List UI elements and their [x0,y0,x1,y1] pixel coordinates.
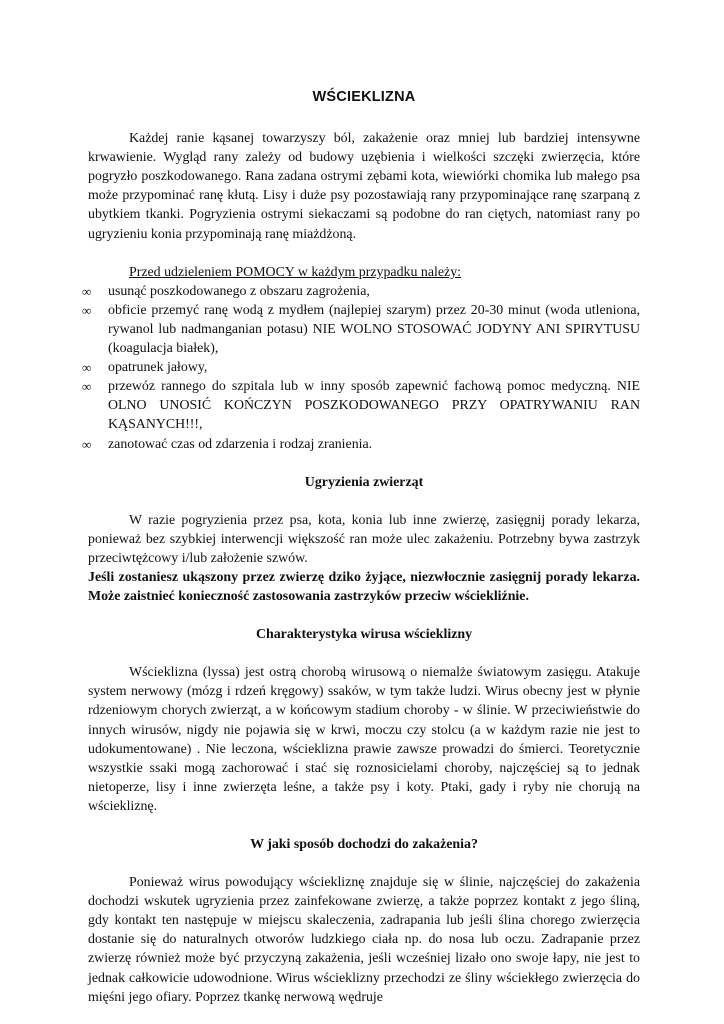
list-item-text: usunąć poszkodowanego z obszaru zagrożenia, [108,283,370,299]
list-item [82,358,640,377]
infinity-bullet-icon: ∞ [82,436,92,452]
infection-paragraph: Ponieważ wirus powodujący wściekliznę znajduje się w ślinie, najczęściej do zakażenia dochodzi wskutek ugryzienia przez zainfekowane zwierzę, a także poprzez kontakt z jego śliną, gdy kontakt ten następuje w miejscu skaleczenia, zadrapania lub jeśli ślina chorego zwierzęcia dostanie się do naturalnych otworów ludzkiego ciała np. do nosa lub oczu. Zadrapanie przez zwierzę również może być przyczyną zakażenia, jeśli wcześniej lizało ono swoje łapy, nie jest to jednak całkowicie udowodnione. Wirus wścieklizny przechodzi ze śliny wściekłego zwierzęcia do mięśni jego ofiary. Poprzez tkankę nerwową wędruje [88,875,640,1005]
section-heading-bites: Ugryzienia zwierząt [304,474,424,490]
spacer [88,244,640,263]
spacer [88,644,640,663]
list-item [82,282,640,301]
intro-paragraph: Każdej ranie kąsanej towarzyszy ból, zakażenie oraz mniej lub bardziej intensywne krwawienie. Wygląd rany zależy od budowy uzębienia i wielkości szczęki zwierzęcia, które pogryzło poszkodowanego. Rana zadana ostrymi zębami kota, wiewiórki chomika lub małego psa może przypominać ranę kłutą. Lisy i duże psy pozostawiają rany przypominające ranę szarpaną z ubytkiem tkanki. Pogryzienia ostrymi siekaczami są podobne do ran ciętych, natomiast rany po ugryzieniu konia przypominają ranę miażdżoną. [88,131,640,242]
infinity-bullet-icon: ∞ [82,283,92,299]
list-item-text: opatrunek jałowy, [108,360,208,376]
document-title: WŚCIEKLIZNA [312,89,416,105]
section-heading-virus: Charakterystyka wirusa wścieklizny [255,627,473,643]
document-page [82,88,640,1007]
steps-list [82,282,640,454]
infinity-bullet-icon: ∞ [82,379,92,395]
spacer [88,606,640,625]
spacer [88,816,640,835]
section-heading-infection: W jaki sposób dochodzi do zakażenia? [250,837,478,852]
bites-paragraph: W razie pogryzienia przez psa, kota, konia lub inne zwierzę, zasięgnij porady lekarza, ponieważ bez szybkiej interwencji większość ran może ulec zakażeniu. Potrzebny bywa zastrzyk przeciwtężcowy i/lub założenie szwów. [88,512,640,566]
list-item-text: przewóz rannego do szpitala lub w inny sposób zapewnić fachową pomoc medyczną. NIE OLNO UNOSIĆ KOŃCZYN POSZKODOWANEGO PRZY OPATRYWANIU RAN KĄSANYCH!!!, [108,379,640,433]
steps-intro: Przed udzieleniem POMOCY w każdym przypadku należy: [129,264,461,280]
list-item [82,301,640,358]
infinity-bullet-icon: ∞ [82,302,92,318]
list-item-text: obficie przemyć ranę wodą z mydłem (najlepiej szarym) przez 20-30 minut (woda utleniona, rywanol lub nadmanganian potasu) NIE WOLNO STOSOWAĆ JODYNY ANI SPIRYTUSU (koagulacja białek), [108,302,640,357]
infinity-bullet-icon: ∞ [82,360,92,376]
list-item [82,377,640,434]
virus-paragraph: Wścieklizna (lyssa) jest ostrą chorobą wirusową o niemalże światowym zasięgu. Atakuje system nerwowy (mózg i rdzeń kręgowy) ssaków, w tym także ludzi. Wirus obecny jest w płynie rdzeniowym chorych zwierząt, a w końcowym stadium choroby - w ślinie. W przeciwieństwie do innych wirusów, nigdy nie pojawia się w krwi, moczu czy stolcu (a w każdym razie nie jest to udokumentowane) . Nie leczona, wścieklizna prawie zawsze prowadzi do śmierci. Teoretycznie wszystkie ssaki mogą zachorować i stać się roznosicielami choroby, najczęściej są to jednak nietoperze, lisy i inne zwierzęta leśne, a także psy i koty. Ptaki, gady i ryby nie chorują na wściekliznę. [88,665,640,814]
spacer [88,854,640,873]
list-item-text: zanotować czas od zdarzenia i rodzaj zranienia. [108,436,373,452]
spacer [88,492,640,511]
bites-warning-paragraph: Jeśli zostaniesz ukąszony przez zwierzę dziko żyjące, niezwłocznie zasięgnij porady lekarza. Może zaistnieć konieczność zastosowania zastrzyków przeciw wściekliźnie. [88,569,640,605]
list-item [82,435,640,454]
spacer [88,454,640,473]
